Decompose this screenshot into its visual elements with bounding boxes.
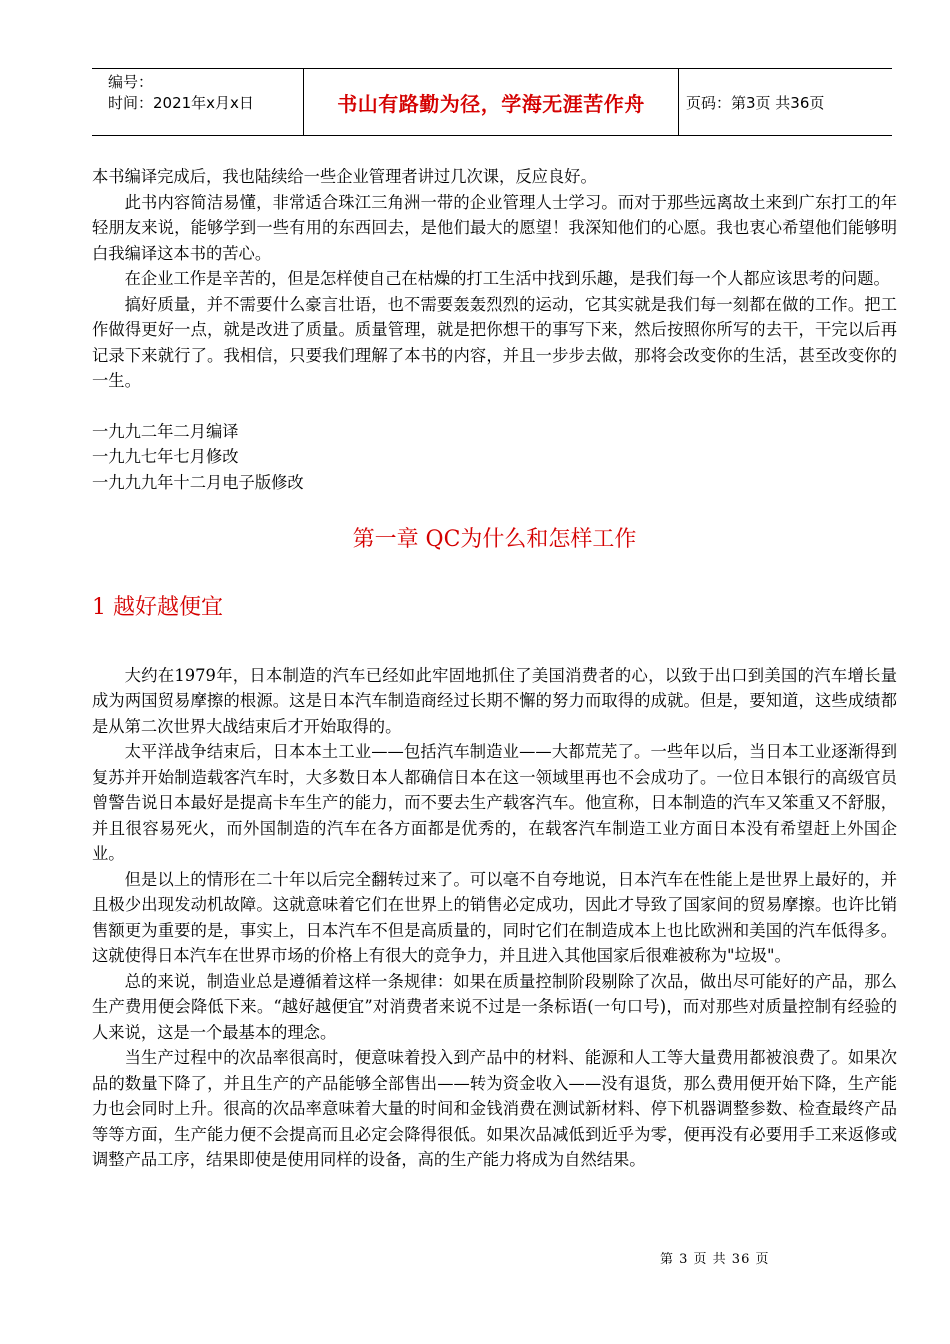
intro-paragraph: 在企业工作是辛苦的，但是怎样使自己在枯燥的打工生活中找到乐趣，是我们每一个人都应该思考的问题。 — [124, 269, 890, 288]
page-header — [92, 68, 892, 136]
date-line: 一九九九年十二月电子版修改 — [92, 472, 304, 492]
intro-paragraph: 此书内容简洁易懂，非常适合珠江三角洲一带的企业管理人士学习。而对于那些远离故土来到广东打工的年轻朋友来说，能够学到一些有用的东西回去，是他们最大的愿望！我深知他们的心愿。我也衷心希望他们能够明白我编译这本书的苦心。 — [92, 192, 897, 263]
body-paragraph: 但是以上的情形在二十年以后完全翻转过来了。可以毫不自夸地说，日本汽车在性能上是世界上最好的，并且极少出现发动机故障。这就意味着它们在世界上的销售必定成功，因此才导致了国家间的贸易摩擦。也许比销售额更为重要的是，事实上，日本汽车不但是高质量的，同时它们在制造成本上也比欧洲和美国的汽车低得多。这就使得日本汽车在世界市场的价格上有很大的竞争力，并且进入其他国家后很难被称为"垃圾"。 — [92, 869, 897, 965]
header-motto: 书山有路勤为径，学海无涯苦作舟 — [337, 91, 645, 116]
document-time-label: 时间：2021年x月x日 — [108, 94, 254, 112]
header-page-cell — [679, 69, 892, 135]
chapter-title: 第一章 QC为什么和怎样工作 — [352, 527, 637, 552]
intro-paragraph: 搞好质量，并不需要什么豪言壮语，也不需要轰轰烈烈的运动，它其实就是我们每一刻都在做的工作。把工作做得更好一点，就是改进了质量。质量管理，就是把你想干的事写下来，然后按照你所写的去干，干完以后再记录下来就行了。我相信，只要我们理解了本书的内容，并且一步步去做，那将会改变你的生活，甚至改变你的一生。 — [92, 294, 897, 390]
body-paragraph: 大约在1979年，日本制造的汽车已经如此牢固地抓住了美国消费者的心，以致于出口到美国的汽车增长量成为两国贸易摩擦的根源。这是日本汽车制造商经过长期不懈的努力而取得的成就。但是，要知道，这些成绩都是从第二次世界大战结束后才开始取得的。 — [92, 665, 897, 736]
body-paragraph: 太平洋战争结束后，日本本土工业——包括汽车制造业——大都荒芜了。一些年以后，当日本工业逐渐得到复苏并开始制造载客汽车时，大多数日本人都确信日本在这一领域里再也不会成功了。一位日本银行的高级官员曾警告说日本最好是提高卡车生产的能力，而不要去生产载客汽车。他宣称，日本制造的汽车又笨重又不舒服，并且很容易死火，而外国制造的汽车在各方面都是优秀的，在载客汽车制造工业方面日本没有希望赶上外国企业。 — [92, 742, 897, 863]
document-number-label: 编号： — [108, 73, 154, 91]
body-paragraph: 当生产过程中的次品率很高时，便意味着投入到产品中的材料、能源和人工等大量费用都被浪费了。如果次品的数量下降了，并且生产的产品能够全部售出——转为资金收入——没有退货，那么费用便开始下降，生产能力也会同时上升。很高的次品率意味着大量的时间和金钱消费在测试新材料、停下机器调整参数、检查最终产品等等方面，生产能力便不会提高而且必定会降得很低。如果次品减低到近乎为零，便再没有必要用手工来返修或调整产品工序，结果即使是使用同样的设备，高的生产能力将成为自然结果。 — [92, 1048, 897, 1169]
date-line: 一九九二年二月编译 — [92, 421, 239, 441]
header-motto-cell — [303, 69, 679, 135]
body-paragraph: 总的来说，制造业总是遵循着这样一条规律：如果在质量控制阶段剔除了次品，做出尽可能好的产品，那么生产费用便会降低下来。“越好越便宜”对消费者来说不过是一条标语(一句口号)，而对那些对质量控制有经验的人来说，这是一个最基本的理念。 — [92, 971, 897, 1042]
page-footer: 第 3 页 共 36 页 — [660, 1252, 770, 1267]
document-body — [92, 164, 897, 1173]
header-info — [92, 69, 303, 135]
intro-paragraph: 本书编译完成后，我也陆续给一些企业管理者讲过几次课，反应良好。 — [92, 167, 597, 186]
header-page-label: 页码：第3页 共36页 — [686, 93, 825, 112]
section-title: 1 越好越便宜 — [92, 595, 223, 620]
date-line: 一九九七年七月修改 — [92, 447, 239, 466]
